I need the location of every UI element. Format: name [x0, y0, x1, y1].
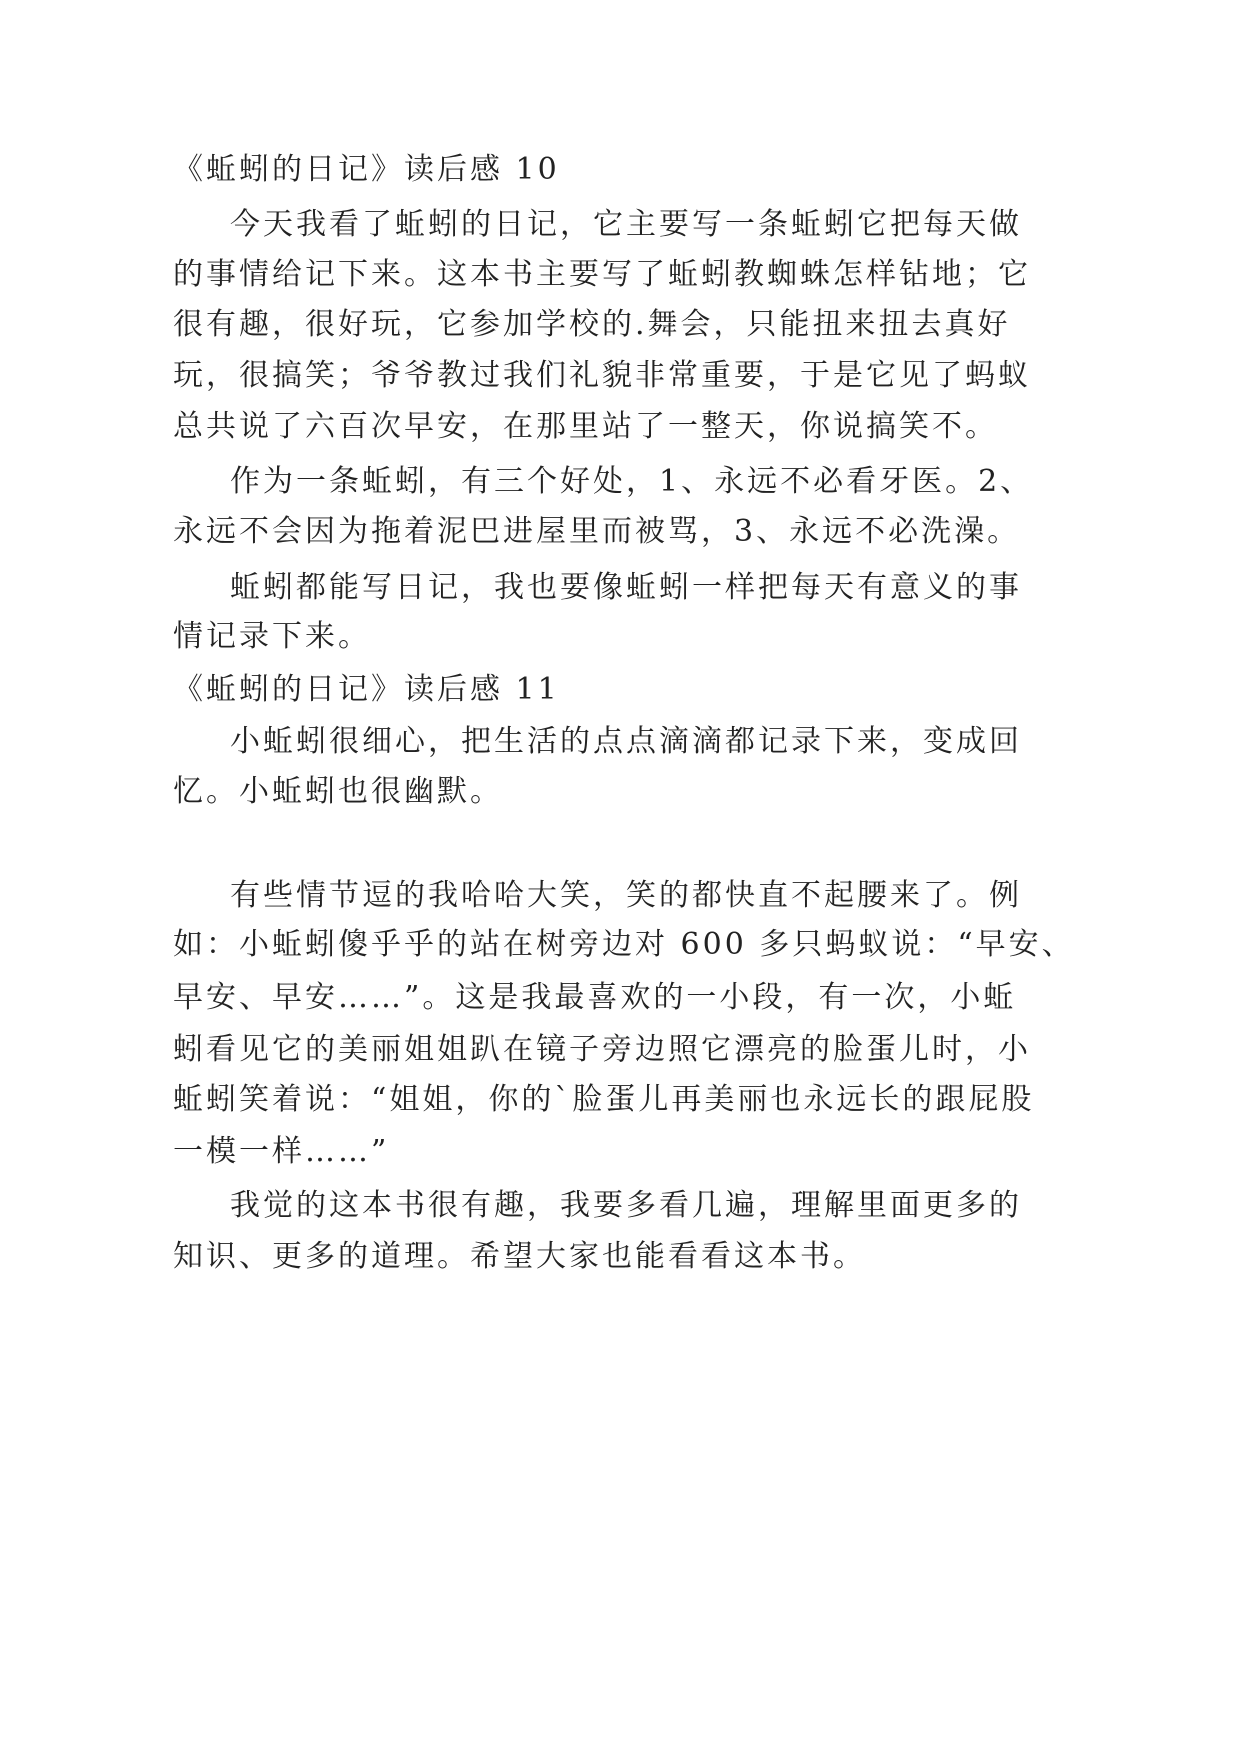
- paragraph-line: 总共说了六百次早安，在那里站了一整天，你说搞笑不。: [173, 409, 998, 444]
- essay-title-10: 《蚯蚓的日记》读后感 10: [173, 152, 560, 187]
- paragraph-line: 今天我看了蚯蚓的日记，它主要写一条蚯蚓它把每天做: [230, 207, 1022, 242]
- paragraph-line: 永远不会因为拖着泥巴进屋里而被骂，3、永远不必洗澡。: [173, 514, 1021, 549]
- paragraph-line: 玩，很搞笑；爷爷教过我们礼貌非常重要，于是它见了蚂蚁: [173, 358, 1031, 393]
- paragraph-line: 很有趣，很好玩，它参加学校的.舞会，只能扭来扭去真好: [173, 307, 1011, 342]
- paragraph-line: 的事情给记下来。这本书主要写了蚯蚓教蜘蛛怎样钻地；它: [173, 257, 1031, 292]
- paragraph-line: 蚯蚓笑着说：“姐姐，你的`脸蛋儿再美丽也永远长的跟屁股: [173, 1082, 1035, 1117]
- essay-title-11: 《蚯蚓的日记》读后感 11: [173, 672, 560, 707]
- paragraph-line: 我觉的这本书很有趣，我要多看几遍，理解里面更多的: [230, 1188, 1022, 1223]
- paragraph-line: 忆。小蚯蚓也很幽默。: [173, 774, 503, 809]
- paragraph-line: 早安、早安……”。这是我最喜欢的一小段，有一次，小蚯: [173, 980, 1017, 1015]
- paragraph-line: 小蚯蚓很细心，把生活的点点滴滴都记录下来，变成回: [230, 724, 1022, 759]
- paragraph-line: 蚓看见它的美丽姐姐趴在镜子旁边照它漂亮的脸蛋儿时，小: [173, 1032, 1031, 1067]
- paragraph-line: 情记录下来。: [173, 619, 371, 654]
- paragraph-line: 一模一样……”: [173, 1134, 390, 1169]
- paragraph-line: 蚯蚓都能写日记，我也要像蚯蚓一样把每天有意义的事: [230, 570, 1022, 605]
- paragraph-line: 作为一条蚯蚓，有三个好处，1、永远不必看牙医。2、: [230, 464, 1034, 499]
- paragraph-line: 有些情节逗的我哈哈大笑，笑的都快直不起腰来了。例: [230, 878, 1022, 913]
- paragraph-line: 知识、更多的道理。希望大家也能看看这本书。: [173, 1239, 866, 1274]
- paragraph-line: 如：小蚯蚓傻乎乎的站在树旁边对 600 多只蚂蚁说：“早安、: [173, 927, 1075, 962]
